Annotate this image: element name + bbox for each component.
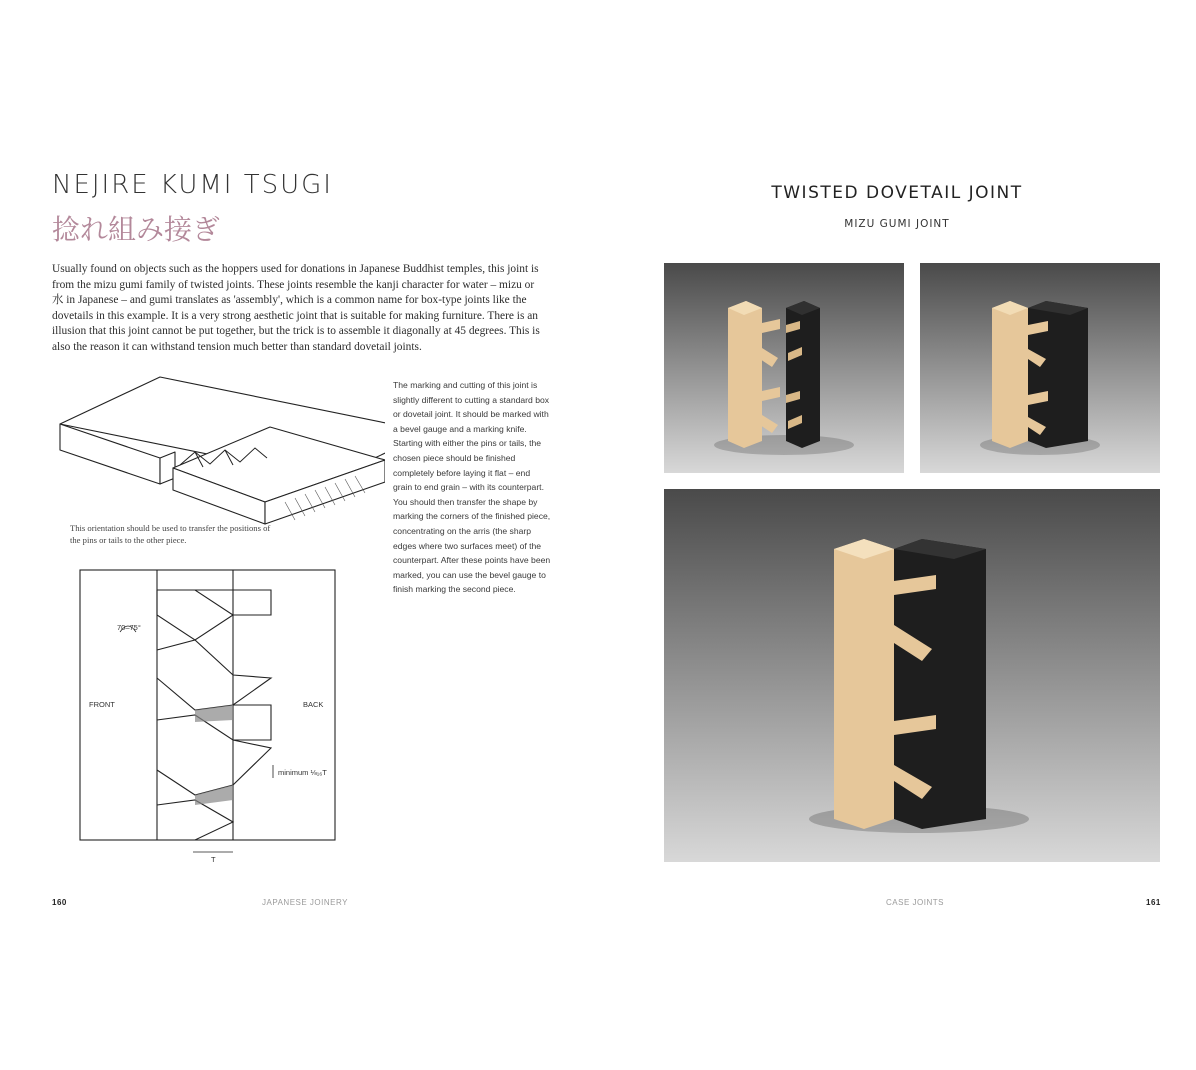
- front-label: FRONT: [89, 700, 115, 709]
- running-head-left: JAPANESE JOINERY: [262, 898, 348, 907]
- running-head-right: CASE JOINTS: [886, 898, 944, 907]
- right-page: [598, 0, 1196, 1070]
- back-label: BACK: [303, 700, 324, 709]
- photo-joint-assembled: [664, 489, 1160, 862]
- isometric-joint-diagram: [55, 372, 385, 532]
- right-page-title: TWISTED DOVETAIL JOINT: [771, 183, 1023, 203]
- page-number-right: 161: [1146, 898, 1161, 907]
- marking-instructions: The marking and cutting of this joint is slightly different to cutting a standard box or dovetail joint. It should be marked with a bevel gauge and a marking knife. Starting with either the pins or tails, the chosen piece should be finished completely before laying it flat – end grain to end grain – with its counterpart. You should then transfer the shape by marking the corners of the finished piece, concentrating on the arris (the sharp edges where two surfaces meet) of the counterpart. After these points have been marked, you can use the bevel gauge to finish marking the second piece.: [393, 380, 551, 595]
- thickness-label: T: [211, 855, 216, 864]
- right-page-subtitle: MIZU GUMI JOINT: [844, 218, 950, 230]
- japanese-title: 捻れ組み接ぎ: [52, 213, 221, 246]
- minimum-label: minimum ⅛₁₆T: [278, 768, 327, 777]
- page-number-left: 160: [52, 898, 67, 907]
- intro-paragraph: Usually found on objects such as the hoppers used for donations in Japanese Buddhist temples, this joint is from the mizu gumi family of twisted joints. These joints resemble the kanji character for water – mizu or 水 in Japanese – and gumi translates as 'assembly', which is a common name for box-type joints like the dovetails in this example. It is a very strong aesthetic joint that is suitable for making furniture. There is an illusion that this joint cannot be put together, but the trick is to assemble it diagonally at 45 degrees. This is also the reason it can withstand tension much better than standard dovetail joints.: [52, 263, 540, 353]
- diagram-caption: This orientation should be used to transfer the positions of the pins or tails to the other piece.: [70, 523, 271, 545]
- page-title: NEJIRE KUMI TSUGI: [52, 170, 333, 200]
- photo-joint-separated: [664, 263, 904, 473]
- plan-view-diagram: [75, 560, 345, 865]
- photo-joint-assembling: [920, 263, 1160, 473]
- angle-label: 70–75°: [117, 623, 141, 632]
